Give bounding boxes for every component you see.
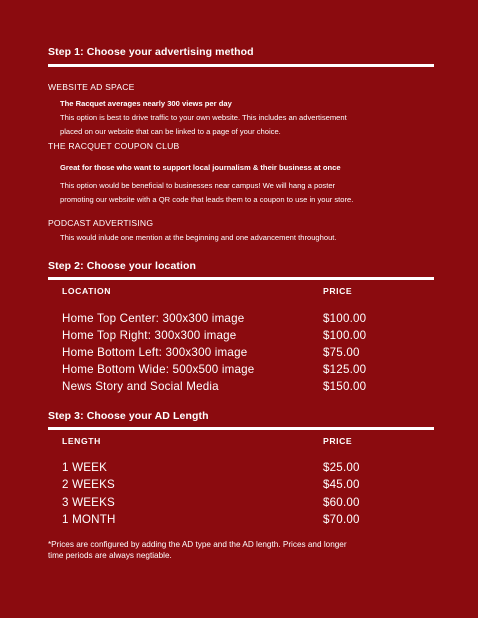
length-price-column-header: PRICE (323, 436, 353, 446)
location-price-column-header: PRICE (323, 286, 353, 296)
location-row-label: News Story and Social Media (62, 380, 219, 393)
location-row-label: Home Top Right: 300x300 image (62, 329, 237, 342)
step1-title: Step 1: Choose your advertising method (48, 46, 254, 58)
website-ad-highlight: The Racquet averages nearly 300 views per day (60, 99, 232, 108)
location-row-label: Home Bottom Wide: 500x500 image (62, 363, 255, 376)
length-row-label: 1 WEEK (62, 461, 108, 474)
pricing-footnote-line2: time periods are always negtiable. (48, 551, 172, 560)
location-row-price: $75.00 (323, 346, 360, 359)
step3-rule (48, 427, 434, 430)
step2-rule (48, 277, 434, 280)
coupon-club-heading: THE RACQUET COUPON CLUB (48, 141, 180, 151)
step2-title: Step 2: Choose your location (48, 260, 197, 272)
coupon-club-highlight: Great for those who want to support local journalism & their business at once (60, 163, 341, 172)
podcast-desc: This would inlude one mention at the beginning and one advancement throughout. (60, 233, 337, 242)
length-row-label: 3 WEEKS (62, 496, 115, 509)
coupon-club-desc-line2: promoting our website with a QR code that leads them to a coupon to use in your store. (60, 195, 354, 204)
location-row-price: $100.00 (323, 312, 367, 325)
podcast-heading: PODCAST ADVERTISING (48, 218, 154, 228)
length-column-header: LENGTH (62, 436, 101, 446)
length-row-label: 2 WEEKS (62, 478, 115, 491)
length-row-price: $60.00 (323, 496, 360, 509)
location-row-price: $125.00 (323, 363, 367, 376)
website-ad-heading: WEBSITE AD SPACE (48, 82, 135, 92)
website-ad-desc-line2: placed on our website that can be linked to a page of your choice. (60, 127, 281, 136)
length-row-price: $25.00 (323, 461, 360, 474)
length-row-price: $70.00 (323, 513, 360, 526)
location-row-price: $150.00 (323, 380, 367, 393)
location-column-header: LOCATION (62, 286, 112, 296)
location-row-label: Home Top Center: 300x300 image (62, 312, 245, 325)
length-row-label: 1 MONTH (62, 513, 116, 526)
step1-rule (48, 64, 434, 67)
location-row-price: $100.00 (323, 329, 367, 342)
location-row-label: Home Bottom Left: 300x300 image (62, 346, 248, 359)
coupon-club-desc-line1: This option would be beneficial to businesses near campus! We will hang a poster (60, 181, 336, 190)
step3-title: Step 3: Choose your AD Length (48, 410, 209, 422)
length-row-price: $45.00 (323, 478, 360, 491)
pricing-footnote-line1: *Prices are configured by adding the AD type and the AD length. Prices and longer (48, 540, 347, 549)
website-ad-desc-line1: This option is best to drive traffic to your own website. This includes an advertisement (60, 113, 347, 122)
